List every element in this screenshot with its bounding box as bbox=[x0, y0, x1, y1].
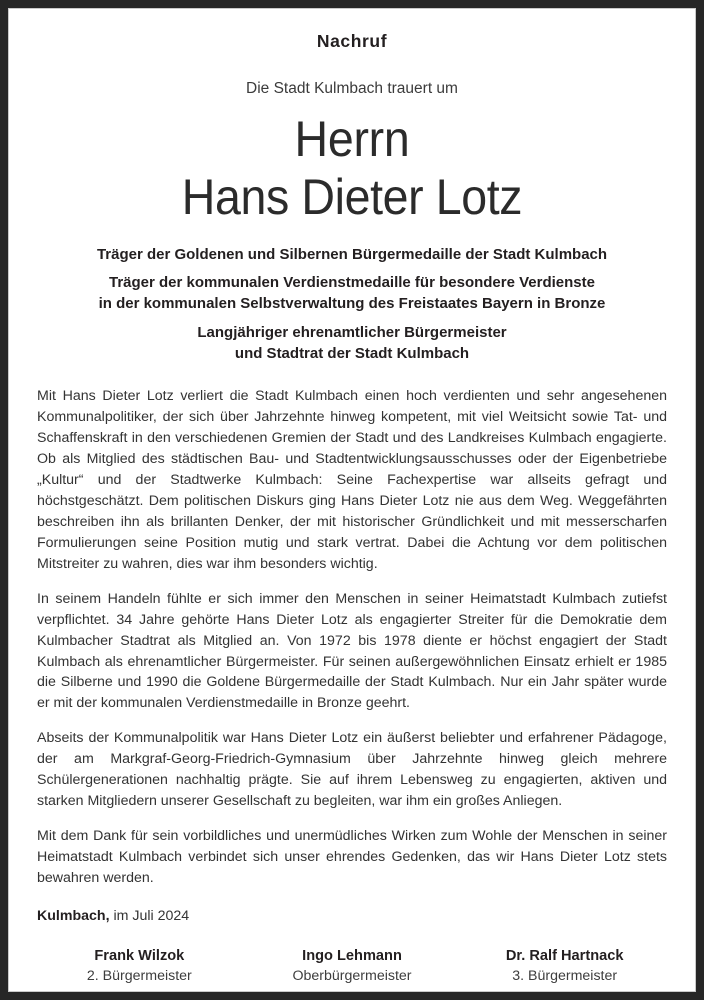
honour-line: Langjähriger ehrenamtlicher Bürgermeister bbox=[197, 323, 507, 341]
paragraph: Mit dem Dank für sein vorbildliches und unermüdliches Wirken zum Wohle der Menschen in seiner Heimatstadt Kulmbach verbindet sich unser ehrendes Gedenken, das wir Hans Dieter Lotz stets bewahren werden. bbox=[37, 828, 667, 886]
signatory bbox=[33, 947, 246, 987]
signatory-role: 2. Bürgermeister bbox=[86, 968, 192, 985]
honour-line: und Stadtrat der Stadt Kulmbach bbox=[234, 344, 470, 362]
signoff-city: Kulmbach, bbox=[37, 907, 110, 924]
signatory-name: Dr. Ralf Hartnack bbox=[505, 947, 624, 964]
signatory bbox=[246, 947, 459, 987]
salutation: Herrn bbox=[294, 111, 410, 168]
signatory bbox=[458, 947, 671, 987]
body-copy bbox=[28, 386, 676, 889]
signatory-name: Frank Wilzok bbox=[94, 947, 185, 964]
deceased-name: Hans Dieter Lotz bbox=[181, 168, 523, 225]
signatory-name: Ingo Lehmann bbox=[302, 947, 402, 964]
signoff-line bbox=[28, 907, 676, 927]
honour-line: in der kommunalen Selbstverwaltung des Freistaates Bayern in Bronze bbox=[98, 295, 606, 313]
signatory-role: Oberbürgermeister bbox=[292, 968, 412, 985]
page-title: Nachruf bbox=[316, 31, 388, 51]
paragraph: Mit Hans Dieter Lotz verliert die Stadt Kulmbach einen hoch verdienten und sehr angesehenen Kommunalpolitiker, der sich über Jahrzehnte hinweg kompetent, mit viel Weitsicht sowie Tat- und Schaffenskraft in den verschiedenen Gremien der Stadt und des Landkreises Kulmbach engagierte. Ob als Mitglied des städtischen Bau- und Stadtentwicklungsausschusses oder der Eigenbetriebe „Kultur“ und der Stadtwerke Kulmbach: Seine Fachexpertise war allseits gefragt und höchstgeschätzt. Dem politischen Diskurs ging Hans Dieter Lotz nie aus dem Weg. Weggefährten beschreiben ihn als brillanten Denker, der mit historischer Gründlichkeit und mit messerscharfen Formulierungen seine Position mutig und stark vertrat. Dabei die Achtung vor dem politischen Mitstreiter zu wahren, dies war ihm besonders wichtig. bbox=[37, 388, 667, 572]
intro-line: Die Stadt Kulmbach trauert um bbox=[246, 80, 458, 98]
notice-content bbox=[9, 9, 695, 991]
honour-line: Träger der Goldenen und Silbernen Bürgermedaille der Stadt Kulmbach bbox=[96, 245, 608, 263]
honour-group bbox=[28, 272, 676, 315]
honours-block bbox=[28, 244, 676, 364]
paragraph: Abseits der Kommunalpolitik war Hans Dieter Lotz ein äußerst beliebter und erfahrener Pädagoge, der am Markgraf-Georg-Friedrich-Gymnasium über Jahrzehnte hinweg gleich mehrere Schülergenerationen nachhaltig prägte. Sie auf ihrem Lebensweg zu engagierten, aktiven und starken Mitgliedern unserer Gesellschaft zu begleiten, war ihm ein großes Anliegen. bbox=[37, 730, 667, 810]
paragraph: In seinem Handeln fühlte er sich immer den Menschen in seiner Heimatstadt Kulmbach zutiefst verpflichtet. 34 Jahre gehörte Hans Dieter Lotz als engagierter Streiter für die Demokratie dem Kulmbacher Stadtrat als Mitglied an. Von 1972 bis 1978 diente er höchst engagiert der Stadt Kulmbach als ehrenamtlicher Bürgermeister. Für seinen außergewöhnlichen Einsatz erhielt er 1985 die Silberne und 1990 die Goldene Bürgermedaille der Stadt Kulmbach. Nur ein Jahr später wurde er mit der kommunalen Verdienstmedaille in Bronze geehrt. bbox=[37, 590, 667, 712]
honour-group bbox=[28, 322, 676, 365]
honour-group bbox=[28, 244, 676, 265]
signatory-role: 3. Bürgermeister bbox=[512, 968, 618, 985]
page-frame bbox=[8, 8, 696, 992]
signatories-block bbox=[28, 947, 676, 987]
honour-line: Träger der kommunalen Verdienstmedaille für besondere Verdienste bbox=[108, 274, 595, 292]
deceased-name-block bbox=[28, 111, 676, 227]
signoff-date: im Juli 2024 bbox=[109, 907, 190, 924]
